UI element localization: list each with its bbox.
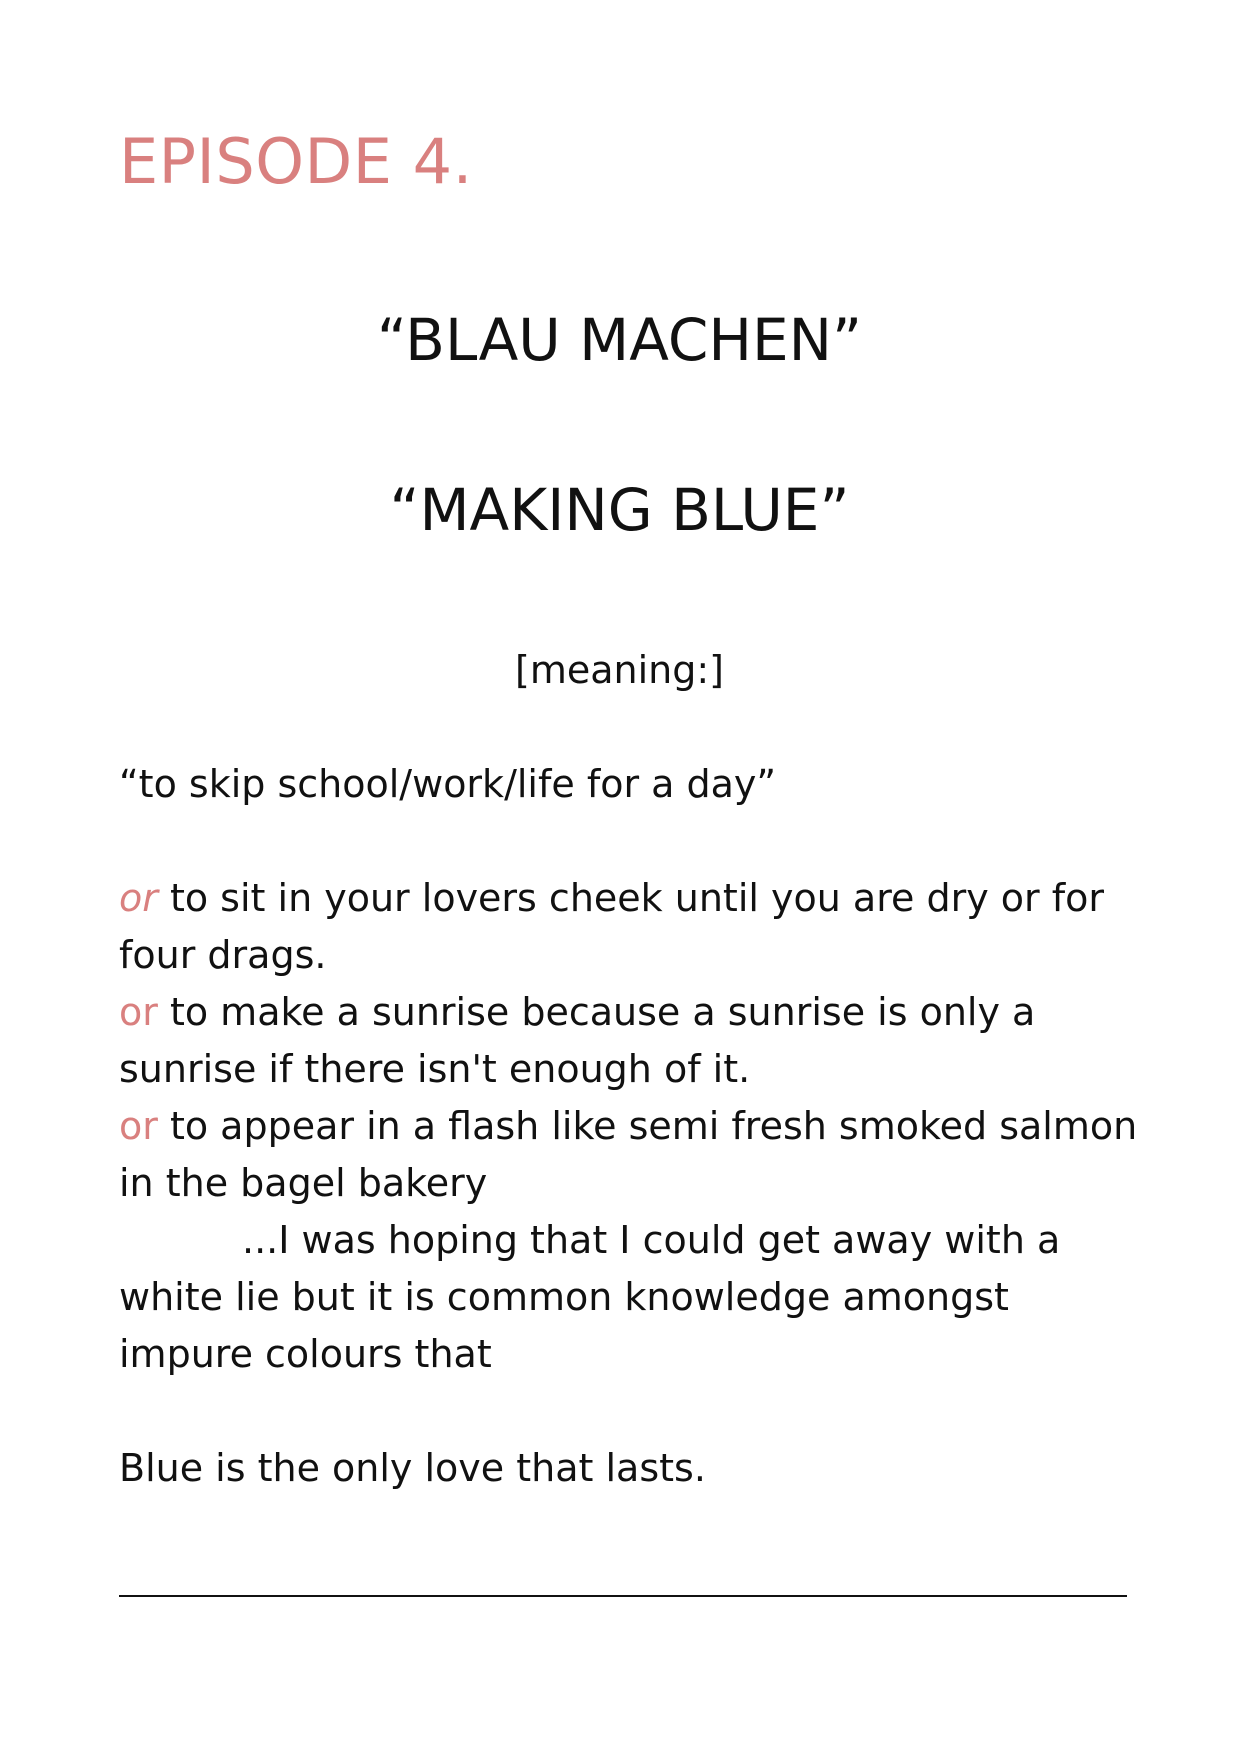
poem-line-5 xyxy=(119,1102,1137,1150)
poem-line-8: white lie but it is common knowledge amongst xyxy=(119,1275,1009,1319)
poem-line-2: four drags. xyxy=(119,933,327,977)
footer-divider xyxy=(119,1595,1127,1597)
poem-line-6: in the bagel bakery xyxy=(119,1161,488,1205)
poem-line-9: impure colours that xyxy=(119,1332,492,1376)
poem-line-1 xyxy=(119,874,1104,922)
german-title: “BLAU MACHEN” xyxy=(376,306,863,374)
meaning-label: [meaning:] xyxy=(515,648,724,692)
poem-line-text: to appear in a flash like semi fresh smoked salmon xyxy=(157,1104,1138,1148)
poem-line-7: ...I was hoping that I could get away with a xyxy=(242,1218,1061,1262)
or-word: or xyxy=(119,1104,158,1148)
closing-line: Blue is the only love that lasts. xyxy=(119,1446,706,1490)
or-word: or xyxy=(119,990,158,1034)
poem-line-text: to make a sunrise because a sunrise is only a xyxy=(157,990,1036,1034)
poem-line-4: sunrise if there isn't enough of it. xyxy=(119,1047,751,1091)
or-word: or xyxy=(119,876,158,920)
definition-text: “to skip school/work/life for a day” xyxy=(119,762,777,806)
english-title: “MAKING BLUE” xyxy=(389,476,850,544)
episode-heading: EPISODE 4. xyxy=(119,125,473,198)
poem-line-text: to sit in your lovers cheek until you are dry or for xyxy=(157,876,1104,920)
poem-line-3 xyxy=(119,988,1035,1036)
